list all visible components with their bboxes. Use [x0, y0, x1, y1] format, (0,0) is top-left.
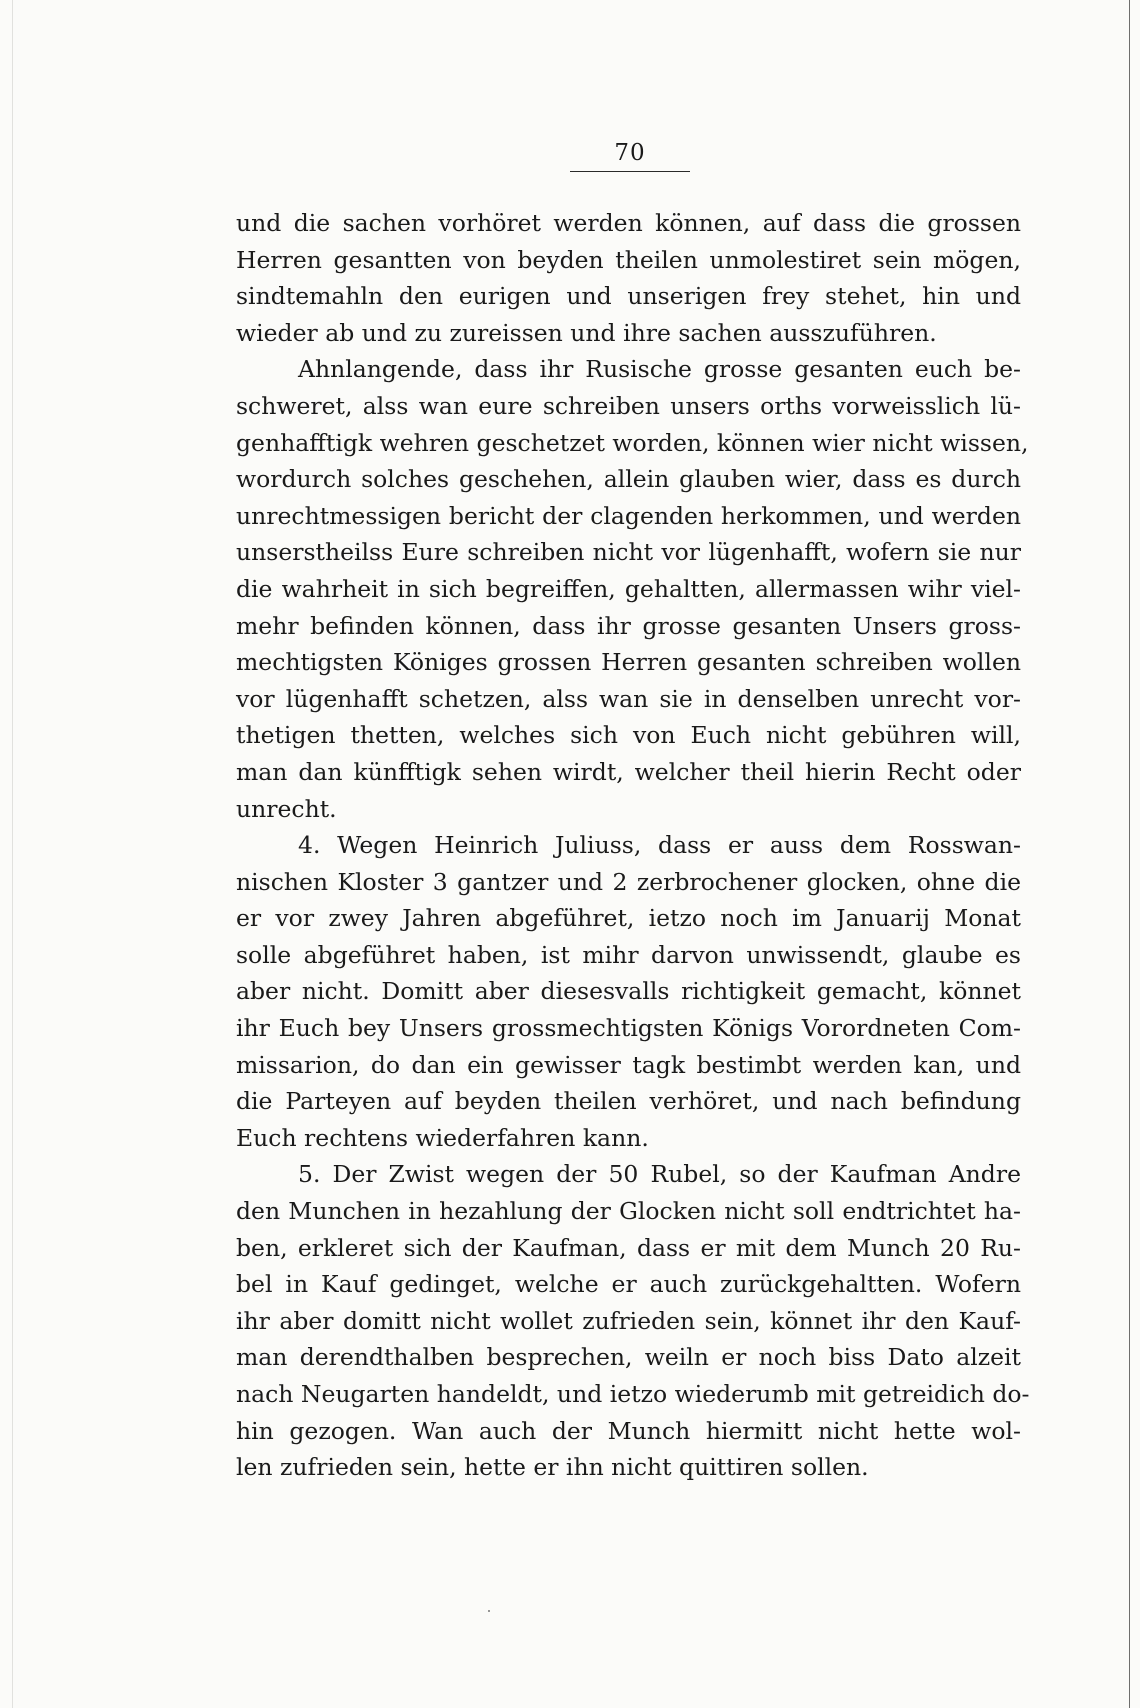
text-line: wordurch solches geschehen, allein glauben wier, dass es durch	[236, 465, 1021, 494]
text-line: hin gezogen. Wan auch der Munch hiermitt nicht hette wol-	[236, 1416, 1021, 1445]
text-line: unserstheilss Eure schreiben nicht vor lügenhafft, wofern sie nur	[236, 538, 1021, 567]
text-line: solle abgeführet haben, ist mihr darvon unwissendt, glaube es	[236, 940, 1021, 969]
text-line: unrechtmessigen bericht der clagenden herkommen, und werden	[236, 501, 1021, 530]
text-line: man dan künfftigk sehen wirdt, welcher theil hierin Recht oder	[236, 757, 1021, 786]
text-line: thetigen thetten, welches sich von Euch nicht gebühren will,	[236, 721, 1021, 750]
scan-edge-right	[1129, 0, 1130, 1708]
text-line: missarion, do dan ein gewisser tagk bestimbt werden kan, und	[236, 1050, 1021, 1079]
text-line: und die sachen vorhöret werden können, auf dass die grossen	[236, 209, 1021, 237]
text-line: er vor zwey Jahren abgeführet, ietzo noch im Januarij Monat	[236, 904, 1021, 933]
text-line: sindtemahln den eurigen und unserigen frey stehet, hin und	[236, 282, 1021, 311]
text-line: genhafftigk wehren geschetzet worden, können wier nicht wissen,	[236, 428, 1029, 457]
page-number: 70	[570, 140, 690, 172]
text-line: wieder ab und zu zureissen und ihre sachen ausszuführen.	[236, 318, 937, 347]
text-line: unrecht.	[236, 794, 337, 823]
text-line: aber nicht. Domitt aber diesesvalls richtigkeit gemacht, könnet	[236, 977, 1021, 1006]
text-line: die Parteyen auf beyden theilen verhöret, und nach befindung	[236, 1087, 1021, 1116]
text-line: den Munchen in hezahlung der Glocken nicht soll endtrichtet ha-	[236, 1197, 1021, 1226]
body-text	[236, 205, 1030, 1486]
text-line: man derendthalben besprechen, weiln er noch biss Dato alzeit	[236, 1343, 1021, 1372]
text-line: Herren gesantten von beyden theilen unmolestiret sein mögen,	[236, 245, 1021, 274]
text-line: die wahrheit in sich begreiffen, gehaltten, allermassen wihr viel-	[236, 574, 1021, 603]
text-line: vor lügenhafft schetzen, alss wan sie in denselben unrecht vor-	[236, 684, 1021, 713]
paragraph-start-line: Ahnlangende, dass ihr Rusische grosse gesanten euch be-	[298, 355, 1021, 384]
scan-edge-left	[12, 0, 13, 1708]
text-line: ihr aber domitt nicht wollet zufrieden sein, könnet ihr den Kauf-	[236, 1306, 1021, 1335]
paragraph-start-line: 5. Der Zwist wegen der 50 Rubel, so der Kaufman Andre	[298, 1160, 1021, 1189]
text-line: nischen Kloster 3 gantzer und 2 zerbrochener glocken, ohne die	[236, 867, 1021, 896]
text-line: mechtigsten Königes grossen Herren gesanten schreiben wollen	[236, 648, 1021, 677]
paragraph-start-line: 4. Wegen Heinrich Juliuss, dass er auss dem Rosswan-	[298, 831, 1021, 860]
text-line: len zufrieden sein, hette er ihn nicht quittiren sollen.	[236, 1453, 869, 1482]
text-line: bel in Kauf gedinget, welche er auch zurückgehaltten. Wofern	[236, 1270, 1021, 1299]
text-line: ihr Euch bey Unsers grossmechtigsten Königs Vorordneten Com-	[236, 1014, 1021, 1043]
text-line: Euch rechtens wiederfahren kann.	[236, 1123, 649, 1152]
text-line: ben, erkleret sich der Kaufman, dass er mit dem Munch 20 Ru-	[236, 1233, 1021, 1262]
text-line: schweret, alss wan eure schreiben unsers orths vorweisslich lü-	[236, 391, 1021, 420]
scan-speck	[488, 1610, 490, 1612]
text-line: mehr befinden können, dass ihr grosse gesanten Unsers gross-	[236, 611, 1021, 640]
text-line: nach Neugarten handeldt, und ietzo wiederumb mit getreidich do-	[236, 1380, 1030, 1408]
